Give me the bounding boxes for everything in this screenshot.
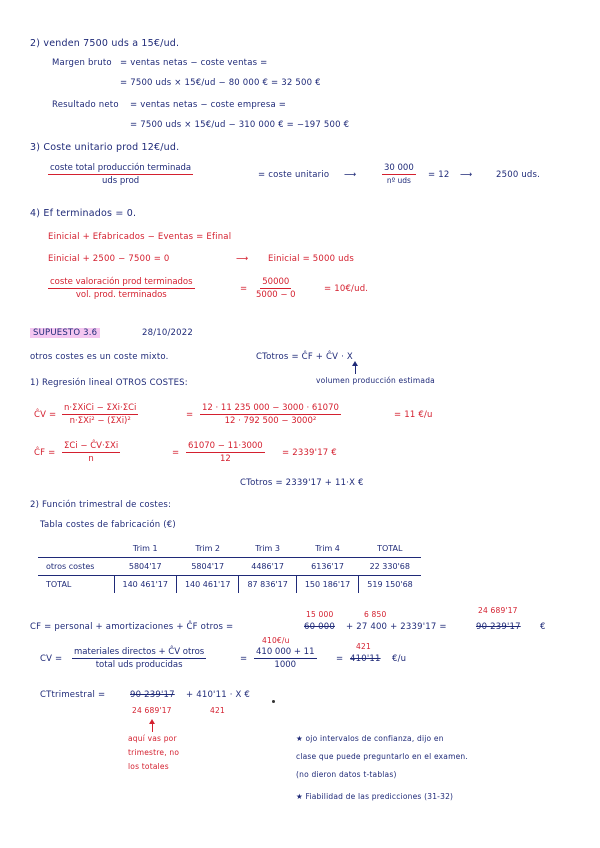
cv-lhs: ĈV =	[34, 410, 57, 420]
cv-line-den: total uds producidas	[95, 660, 183, 670]
cf-red-amort: 6 850	[364, 610, 387, 619]
table-cell: 140 461'17	[176, 576, 238, 594]
cf-lhs: CF = personal + amortizaciones + ĈF otros =	[30, 622, 234, 632]
ct-trim-note2: trimestre, no	[128, 748, 180, 757]
cv-line-num: materiales directos + ĈV otros	[74, 647, 205, 657]
cf-lhs: ĈF =	[34, 448, 56, 458]
table-cell: 140 461'17	[114, 576, 176, 594]
margen-label: Margen bruto	[52, 58, 112, 68]
sec4-frac-den: vol. prod. terminados	[75, 290, 167, 300]
resultado-label: Resultado neto	[52, 100, 119, 110]
table-header-cell: Trim 1	[132, 544, 158, 553]
sec3-frac2-num: 30 000	[384, 163, 414, 173]
ct-trim-red1: 24 689'17	[132, 706, 172, 715]
margen-eq1: = ventas netas − coste ventas =	[120, 58, 268, 68]
cf-red-personal: 15 000	[306, 610, 334, 619]
table-header-row	[38, 540, 421, 558]
margen-eq2: = 7500 uds × 15€/ud − 80 000 € = 32 500 €	[120, 78, 321, 88]
sec3-frac-den: uds prod	[101, 176, 140, 186]
costs-table	[38, 540, 421, 593]
table-header-cell: TOTAL	[377, 544, 403, 553]
sec4-frac2-den: 5000 − 0	[256, 290, 296, 300]
right-arrow-icon: ⟶	[236, 254, 249, 264]
equals-sign: =	[240, 654, 248, 664]
sec4-frac-num: coste valoración prod terminados	[50, 277, 193, 287]
resultado-eq2: = 7500 uds × 15€/ud − 310 000 € = −197 500 €	[130, 120, 350, 130]
table-cell: 6136'17	[311, 562, 344, 571]
table-cell: 150 186'17	[296, 576, 358, 594]
note-4: ★ Fiabilidad de las predicciones (31-32)	[296, 792, 454, 801]
trim-table-title: Tabla costes de fabricación (€)	[40, 520, 176, 530]
ct-trim-strike1: 90 239'17	[130, 690, 175, 700]
ct-trim-plus: + 410'11 · X €	[186, 690, 251, 700]
cf-result: = 2339'17 €	[282, 448, 337, 458]
supuesto-intro: otros costes es un coste mixto.	[30, 352, 169, 362]
right-arrow-icon: ⟶	[460, 170, 473, 180]
sec3-fraction-2	[382, 162, 416, 187]
note-1: ★ ojo intervalos de confianza, dijo en	[296, 734, 444, 743]
cf-fraction-2	[186, 440, 265, 465]
cv-line-fraction-2	[254, 646, 317, 671]
table-header-cell	[38, 540, 114, 558]
cv-num: n·ΣXiCi − ΣXi·ΣCi	[64, 403, 137, 413]
ct-trim-note3: los totales	[128, 762, 169, 771]
equals-sign: =	[186, 410, 194, 420]
table-cell: 22 330'68	[369, 562, 410, 571]
cf-strike2: 90 239'17	[476, 622, 521, 632]
ct-trim-lhs: CTtrimestral =	[40, 690, 106, 700]
cv-line-eq: =	[336, 654, 344, 664]
sec4-eq2: Einicial + 2500 − 7500 = 0	[48, 254, 170, 264]
sec3-eq-mid: = coste unitario	[258, 170, 330, 180]
ct-trim-red2: 421	[210, 706, 225, 715]
cv-red-val: 421	[356, 642, 371, 651]
cv-den: n·ΣXi² − (ΣXi)²	[69, 416, 131, 426]
cf-num2: 61070 − 11·3000	[188, 441, 263, 451]
sec3-frac2-den: nº uds	[386, 176, 411, 185]
cv-fraction	[62, 402, 138, 427]
cv-line-fraction	[72, 646, 206, 671]
up-arrow-icon	[355, 364, 356, 374]
cv-num2: 12 · 11 235 000 − 3000 · 61070	[202, 403, 339, 413]
table-cell: otros costes	[46, 562, 95, 571]
sec3-title: 3) Coste unitario prod 12€/ud.	[30, 142, 180, 153]
note-3: (no dieron datos t-tablas)	[296, 770, 397, 779]
sec4-result: = 10€/ud.	[324, 284, 369, 294]
equals-sign: =	[240, 284, 248, 294]
supuesto-date: 28/10/2022	[142, 328, 193, 338]
sec4-eq1: Einicial + Efabricados − Eventas = Efinal	[48, 232, 232, 242]
sec4-fraction	[48, 276, 195, 301]
cv-line-strike: 410'11	[350, 654, 381, 664]
sec4-fraction-2	[254, 276, 298, 301]
cv-fraction-2	[200, 402, 341, 427]
table-header-cell: Trim 2	[195, 544, 221, 553]
sec3-eq-end: = 12	[428, 170, 450, 180]
cf-plus1: + 27 400 + 2339'17 =	[346, 622, 447, 632]
note-2: clase que puede preguntarlo en el examen.	[296, 752, 468, 761]
sec4-eq2-result: Einicial = 5000 uds	[268, 254, 354, 264]
cv-line-unit: €/u	[392, 654, 407, 664]
cf-den2: 12	[219, 454, 231, 464]
cv-line-num2: 410 000 + 11	[256, 647, 315, 657]
up-arrow-icon	[152, 722, 153, 732]
supuesto-ct-formula: CTotros = ĈF + ĈV · X	[256, 352, 353, 362]
table-cell: 5804'17	[128, 562, 162, 571]
cf-strike1: 60 000	[304, 622, 335, 632]
table-row	[38, 576, 421, 594]
cf-unit: €	[540, 622, 546, 632]
sec3-frac-num: coste total producción terminada	[50, 163, 192, 173]
sec4-frac2-num: 50000	[262, 277, 290, 287]
right-arrow-icon: ⟶	[344, 170, 357, 180]
cf-red-total: 24 689'17	[478, 606, 518, 615]
cv-line-den2: 1000	[274, 660, 297, 670]
sec3-result: 2500 uds.	[496, 170, 541, 180]
trim-title: 2) Función trimestral de costes:	[30, 500, 172, 510]
reg-title: 1) Regresión lineal OTROS COSTES:	[30, 378, 188, 388]
table-cell: 87 836'17	[239, 576, 296, 594]
ct-otros-result: CTotros = 2339'17 + 11·X €	[240, 478, 364, 488]
cf-den: n	[88, 454, 94, 464]
cv-den2: 12 · 792 500 − 3000²	[224, 416, 317, 426]
table-cell: 519 150'68	[359, 576, 421, 594]
cv-result: = 11 €/u	[394, 410, 433, 420]
ct-trim-note1: aquí vas por	[128, 734, 177, 743]
volumen-note: volumen producción estimada	[316, 376, 435, 385]
equals-sign: =	[172, 448, 180, 458]
sec4-title: 4) Ef terminados = 0.	[30, 208, 137, 219]
table-header-cell: Trim 4	[315, 544, 340, 553]
supuesto-label	[30, 328, 100, 338]
cv-red-num: 410€/u	[262, 636, 290, 645]
table-header-cell: Trim 3	[255, 544, 280, 553]
sec3-fraction	[48, 162, 193, 187]
supuesto-highlight: SUPUESTO 3.6	[30, 328, 100, 338]
cv-line-lhs: CV =	[40, 654, 63, 664]
table-row	[38, 558, 421, 576]
table-cell: 4486'17	[251, 562, 284, 571]
table-cell: TOTAL	[46, 580, 72, 589]
dot-mark	[272, 700, 275, 703]
cf-fraction	[62, 440, 120, 465]
table-cell: 5804'17	[191, 562, 225, 571]
sec2-title: 2) venden 7500 uds a 15€/ud.	[30, 38, 180, 49]
resultado-eq1: = ventas netas − coste empresa =	[130, 100, 287, 110]
cf-num: ΣCi − ĈV·ΣXi	[64, 441, 119, 451]
